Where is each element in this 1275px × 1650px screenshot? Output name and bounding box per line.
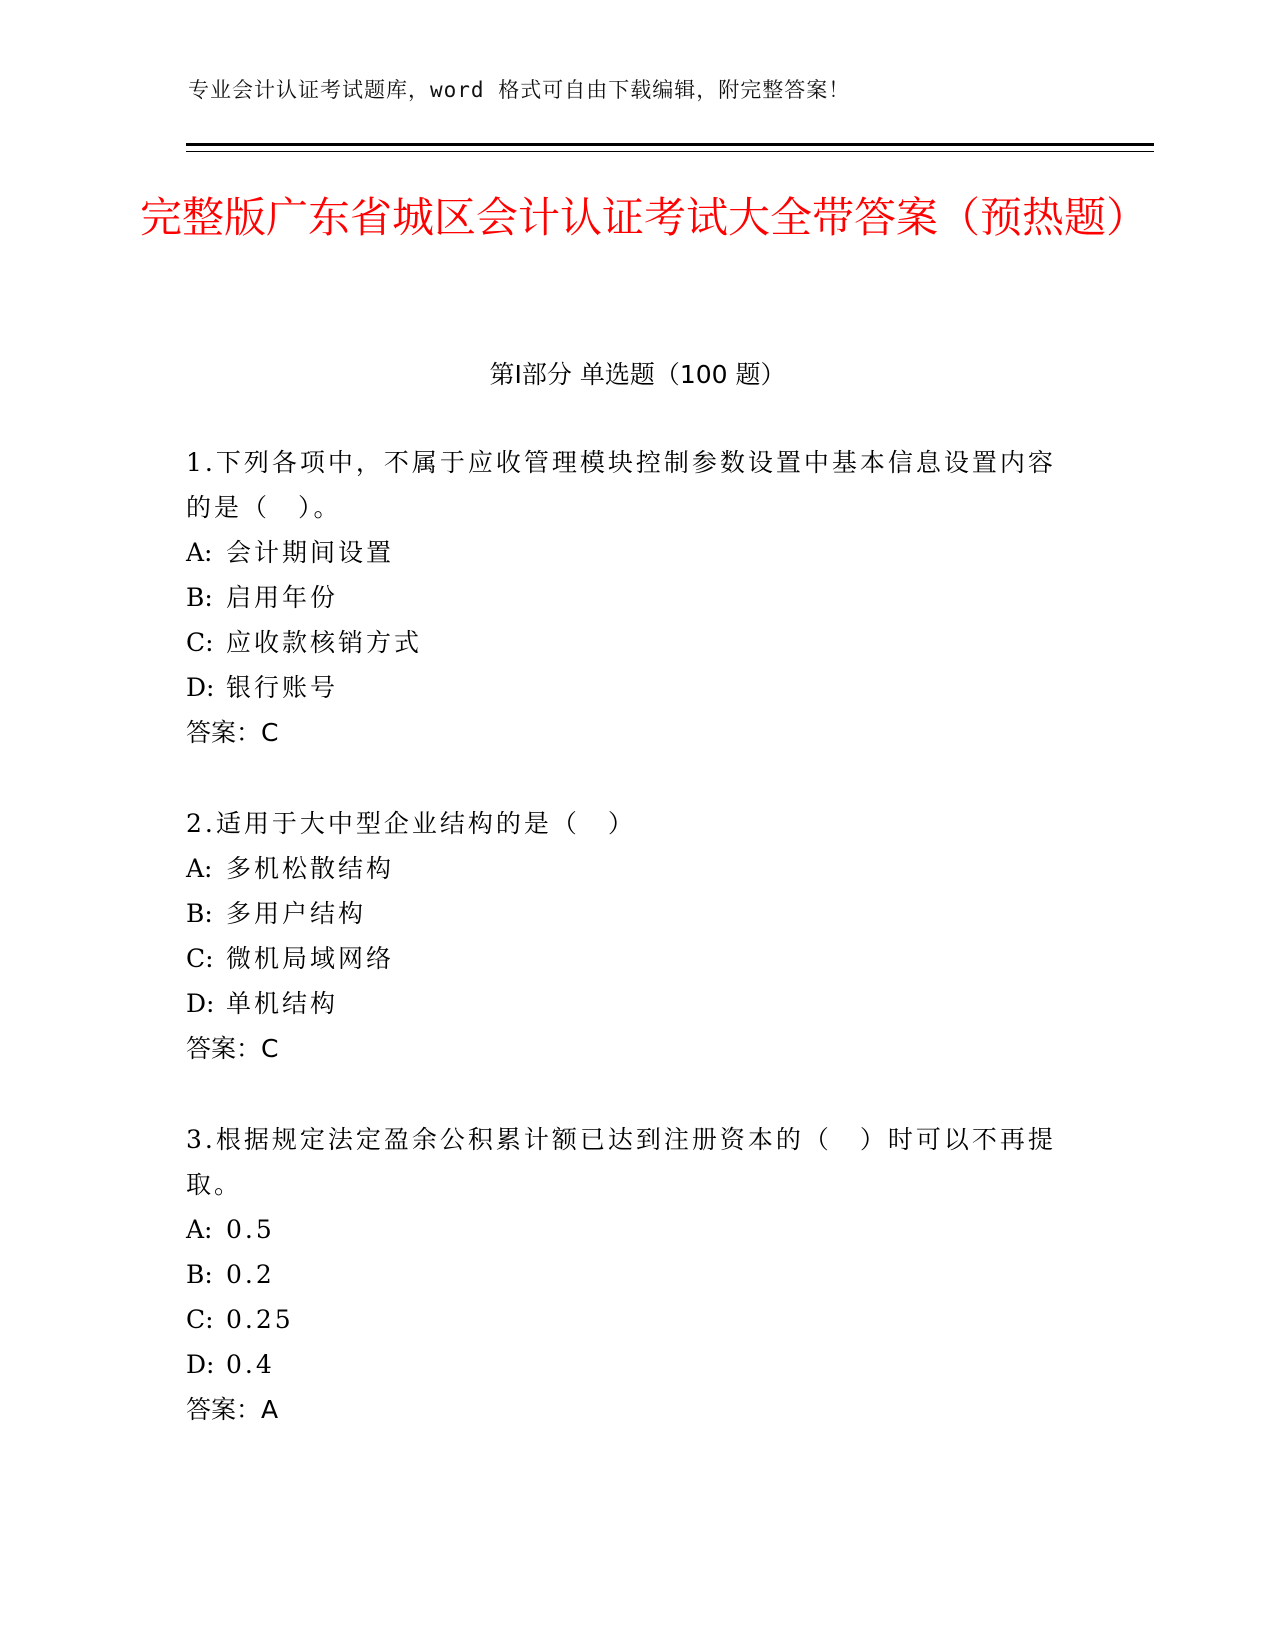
option-text: 0.25 [226, 1305, 294, 1334]
option-b [186, 891, 1066, 936]
section-heading: 第Ⅰ部分 单选题（100 题） [489, 360, 786, 389]
option-d [186, 665, 1066, 710]
option-d [186, 1342, 1066, 1387]
option-text: 0.4 [226, 1350, 275, 1379]
header-rule-thick [186, 143, 1154, 146]
option-key: D: [186, 673, 215, 702]
option-text: 0.5 [226, 1215, 275, 1244]
option-b [186, 1252, 1066, 1297]
option-text: 启用年份 [226, 583, 339, 612]
option-text: 0.2 [226, 1260, 275, 1289]
option-c [186, 1297, 1066, 1342]
question-3 [186, 1117, 1066, 1432]
header-rule-thin [186, 151, 1154, 152]
option-key: D: [186, 1350, 215, 1379]
question-1 [186, 440, 1066, 755]
option-text: 多机松散结构 [226, 854, 395, 883]
document-title: 完整版广东省城区会计认证考试大全带答案（预热题） [140, 193, 1149, 242]
option-key: C: [186, 944, 214, 973]
option-text: 银行账号 [226, 673, 339, 702]
option-c [186, 620, 1066, 665]
option-text: 单机结构 [226, 989, 339, 1018]
option-a [186, 1207, 1066, 1252]
option-key: C: [186, 628, 214, 657]
question-list [186, 440, 1066, 1478]
option-c [186, 936, 1066, 981]
option-text: 应收款核销方式 [226, 628, 423, 657]
option-key: A: [186, 854, 213, 883]
option-b [186, 575, 1066, 620]
option-text: 会计期间设置 [226, 538, 395, 567]
option-text: 微机局域网络 [226, 944, 395, 973]
option-key: A: [186, 538, 213, 567]
option-key: C: [186, 1305, 214, 1334]
option-a [186, 530, 1066, 575]
header-note: 专业会计认证考试题库，word 格式可自由下载编辑，附完整答案！ [188, 78, 851, 102]
option-key: D: [186, 989, 215, 1018]
question-2 [186, 801, 1066, 1071]
answer: 答案：C [186, 1034, 279, 1063]
question-text: 1.下列各项中，不属于应收管理模块控制参数设置中基本信息设置内容的是（ ）。 [186, 448, 1056, 522]
option-key: B: [186, 1260, 213, 1289]
option-d [186, 981, 1066, 1026]
option-a [186, 846, 1066, 891]
option-key: B: [186, 583, 213, 612]
question-text: 2.适用于大中型企业结构的是（ ） [186, 809, 636, 838]
option-key: A: [186, 1215, 213, 1244]
option-key: B: [186, 899, 213, 928]
answer: 答案：C [186, 718, 279, 747]
answer: 答案：A [186, 1395, 279, 1424]
option-text: 多用户结构 [226, 899, 367, 928]
question-text: 3.根据规定法定盈余公积累计额已达到注册资本的（ ）时可以不再提取。 [186, 1125, 1056, 1199]
